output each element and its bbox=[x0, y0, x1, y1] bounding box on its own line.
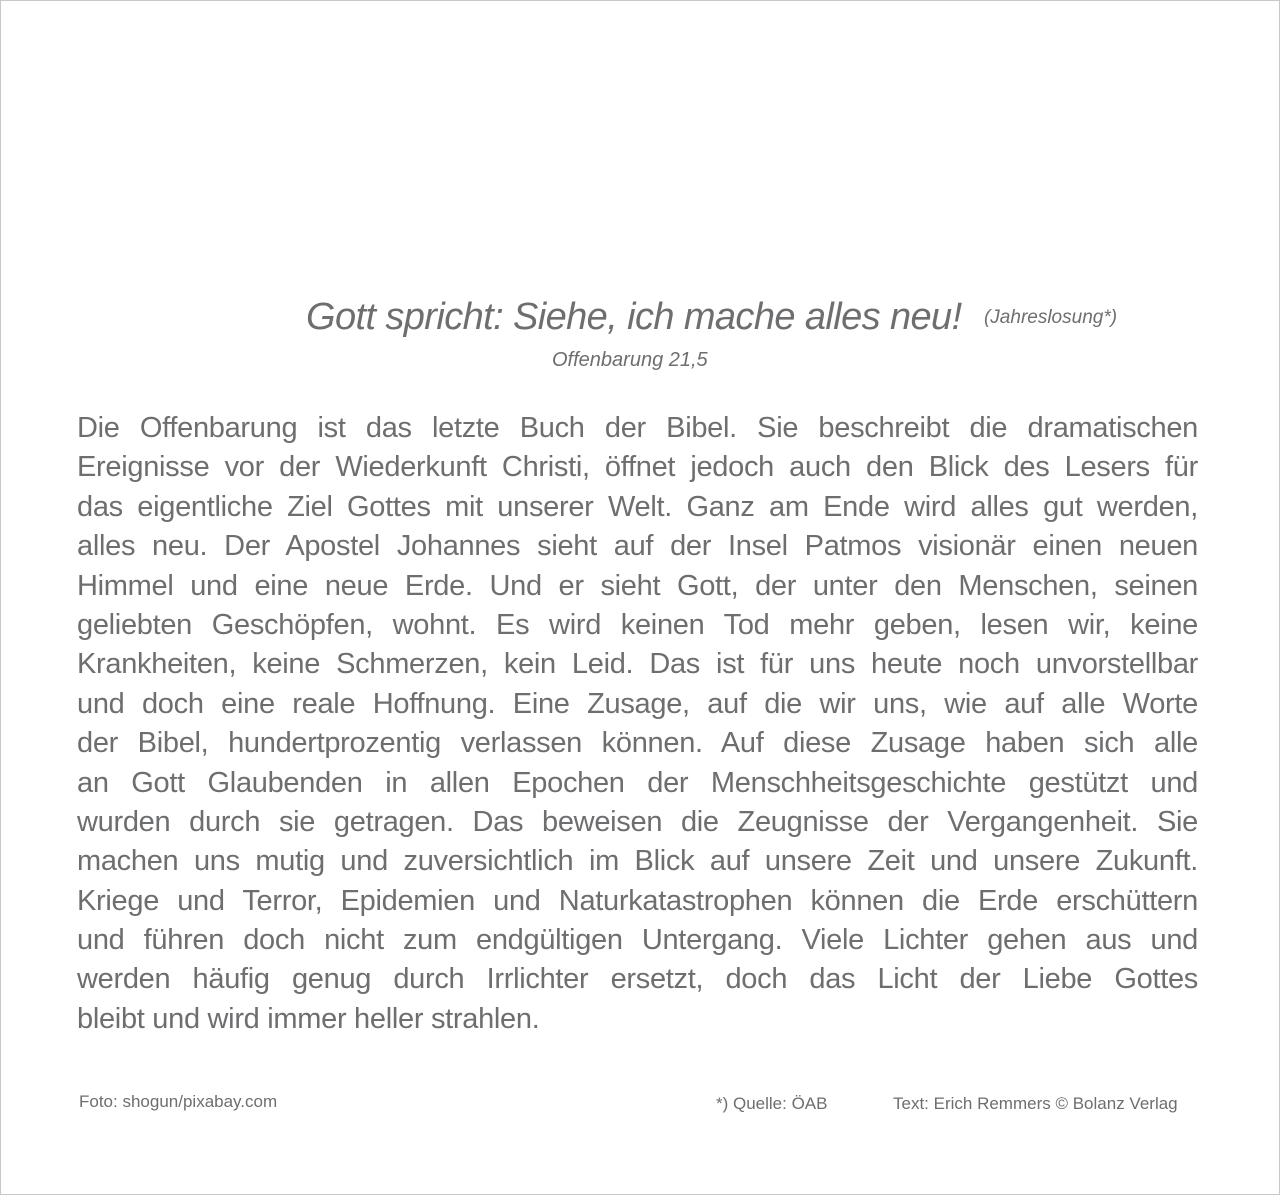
body-line: Himmel und eine neue Erde. Und er sieht Gott, der unter den Menschen, seinen bbox=[77, 569, 1198, 602]
body-line: wurden durch sie getragen. Das beweisen die Zeugnisse der Vergangenheit. Sie bbox=[77, 805, 1198, 838]
body-paragraph bbox=[77, 409, 1198, 1039]
verse-heading bbox=[306, 296, 1206, 339]
source-note: *) Quelle: ÖAB bbox=[716, 1094, 828, 1113]
verse-note: (Jahreslosung*) bbox=[983, 307, 1118, 328]
body-line: der Bibel, hundertprozentig verlassen können. Auf diese Zusage haben sich alle bbox=[77, 727, 1198, 760]
body-line: und doch eine reale Hoffnung. Eine Zusage, auf die wir uns, wie auf alle Worte bbox=[77, 687, 1198, 720]
author-credit: Text: Erich Remmers © Bolanz Verlag bbox=[893, 1094, 1178, 1113]
body-line: werden häufig genug durch Irrlichter ersetzt, doch das Licht der Liebe Gottes bbox=[77, 963, 1198, 996]
body-line: Die Offenbarung ist das letzte Buch der Bibel. Sie beschreibt die dramatischen bbox=[77, 412, 1198, 444]
verse-reference: Offenbarung 21,5 bbox=[552, 349, 708, 371]
body-line: geliebten Geschöpfen, wohnt. Es wird keinen Tod mehr geben, lesen wir, keine bbox=[77, 608, 1198, 641]
body-line: Krankheiten, keine Schmerzen, kein Leid. Das ist für uns heute noch unvorstellbar bbox=[77, 648, 1198, 681]
body-line: das eigentliche Ziel Gottes mit unserer Welt. Ganz am Ende wird alles gut werden, bbox=[77, 490, 1198, 523]
body-line: an Gott Glaubenden in allen Epochen der Menschheitsgeschichte gestützt und bbox=[77, 766, 1198, 799]
body-line: Ereignisse vor der Wiederkunft Christi, öffnet jedoch auch den Blick des Lesers für bbox=[77, 451, 1198, 484]
body-line: und führen doch nicht zum endgültigen Untergang. Viele Lichter gehen aus und bbox=[77, 924, 1198, 957]
body-line: machen uns mutig und zuversichtlich im Blick auf unsere Zeit und unsere Zukunft. bbox=[77, 845, 1198, 878]
body-line: alles neu. Der Apostel Johannes sieht auf der Insel Patmos visionär einen neuen bbox=[77, 530, 1198, 563]
photo-credit: Foto: shogun/pixabay.com bbox=[79, 1092, 278, 1111]
body-line: bleibt und wird immer heller strahlen. bbox=[77, 1002, 540, 1035]
body-line: Kriege und Terror, Epidemien und Naturkatastrophen können die Erde erschüttern bbox=[77, 884, 1198, 917]
verse-text: Gott spricht: Siehe, ich mache alles neu! bbox=[306, 296, 962, 338]
